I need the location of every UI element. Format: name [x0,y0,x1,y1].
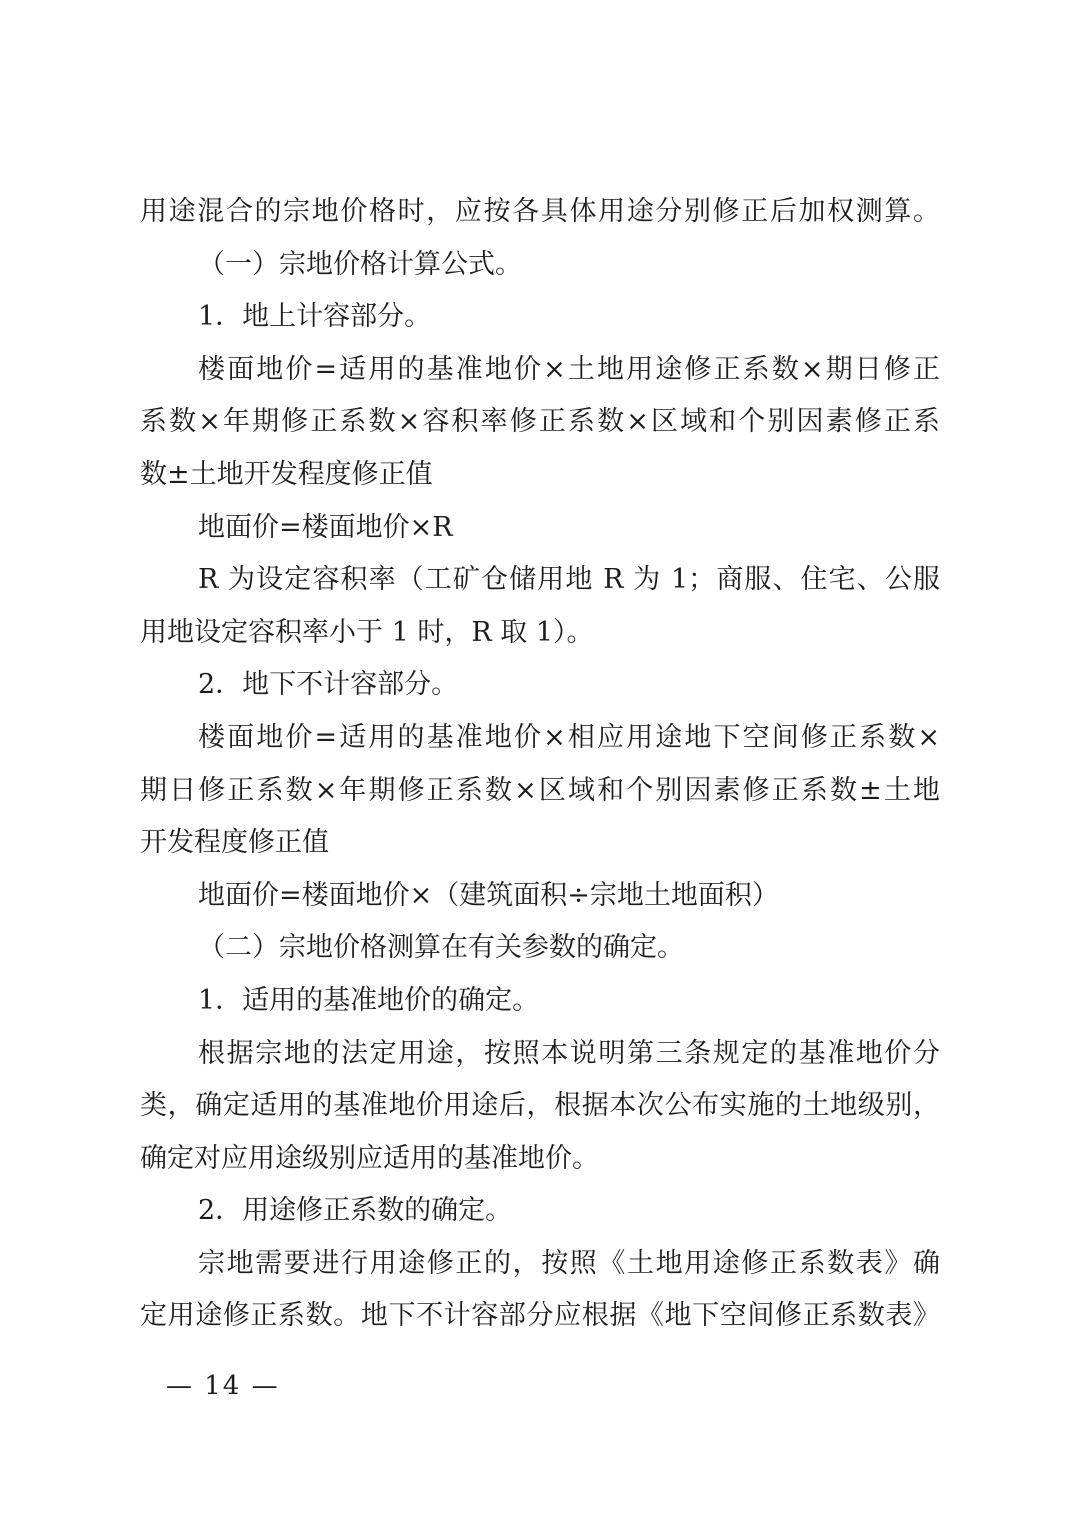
body-text-line: 用途混合的宗地价格时，应按各具体用途分别修正后加权测算。 [140,196,940,227]
body-text-line: 确定对应用途级别应适用的基准地价。 [140,1142,599,1174]
formula-line: 期日修正系数×年期修正系数×区域和个别因素修正系数±土地 [140,774,940,806]
subsection-heading: 1．地上计容部分。 [198,301,432,333]
formula-line: 开发程度修正值 [140,827,329,859]
section-heading: （二）宗地价格测算在有关参数的确定。 [198,932,684,964]
body-text-line: R 为设定容积率（工矿仓储用地 R 为 1；商服、住宅、公服 [198,564,940,596]
page-number: — 14 — [166,1371,280,1401]
document-body [140,186,940,1343]
formula-line: 楼面地价=适用的基准地价×土地用途修正系数×期日修正 [198,353,940,385]
body-text-line: 根据宗地的法定用途，按照本说明第三条规定的基准地价分 [198,1037,940,1069]
formula-line: 地面价=楼面地价×（建筑面积÷宗地土地面积） [198,879,779,911]
formula-line: 数±土地开发程度修正值 [140,458,433,490]
section-heading: （一）宗地价格计算公式。 [198,248,522,280]
body-text-line: 类，确定适用的基准地价用途后，根据本次公布实施的土地级别， [140,1090,940,1122]
subsection-heading: 2．地下不计容部分。 [198,669,459,701]
subsection-heading: 2．用途修正系数的确定。 [198,1195,513,1227]
body-text-line: 定用途修正系数。地下不计容部分应根据《地下空间修正系数表》 [140,1300,940,1332]
body-text-line: 宗地需要进行用途修正的，按照《土地用途修正系数表》确 [198,1247,940,1279]
formula-line: 楼面地价=适用的基准地价×相应用途地下空间修正系数× [198,721,940,753]
formula-line: 地面价=楼面地价×R [198,511,453,543]
subsection-heading: 1．适用的基准地价的确定。 [198,984,540,1016]
body-text-line: 用地设定容积率小于 1 时，R 取 1）。 [140,616,594,648]
formula-line: 系数×年期修正系数×容积率修正系数×区域和个别因素修正系 [140,406,940,438]
